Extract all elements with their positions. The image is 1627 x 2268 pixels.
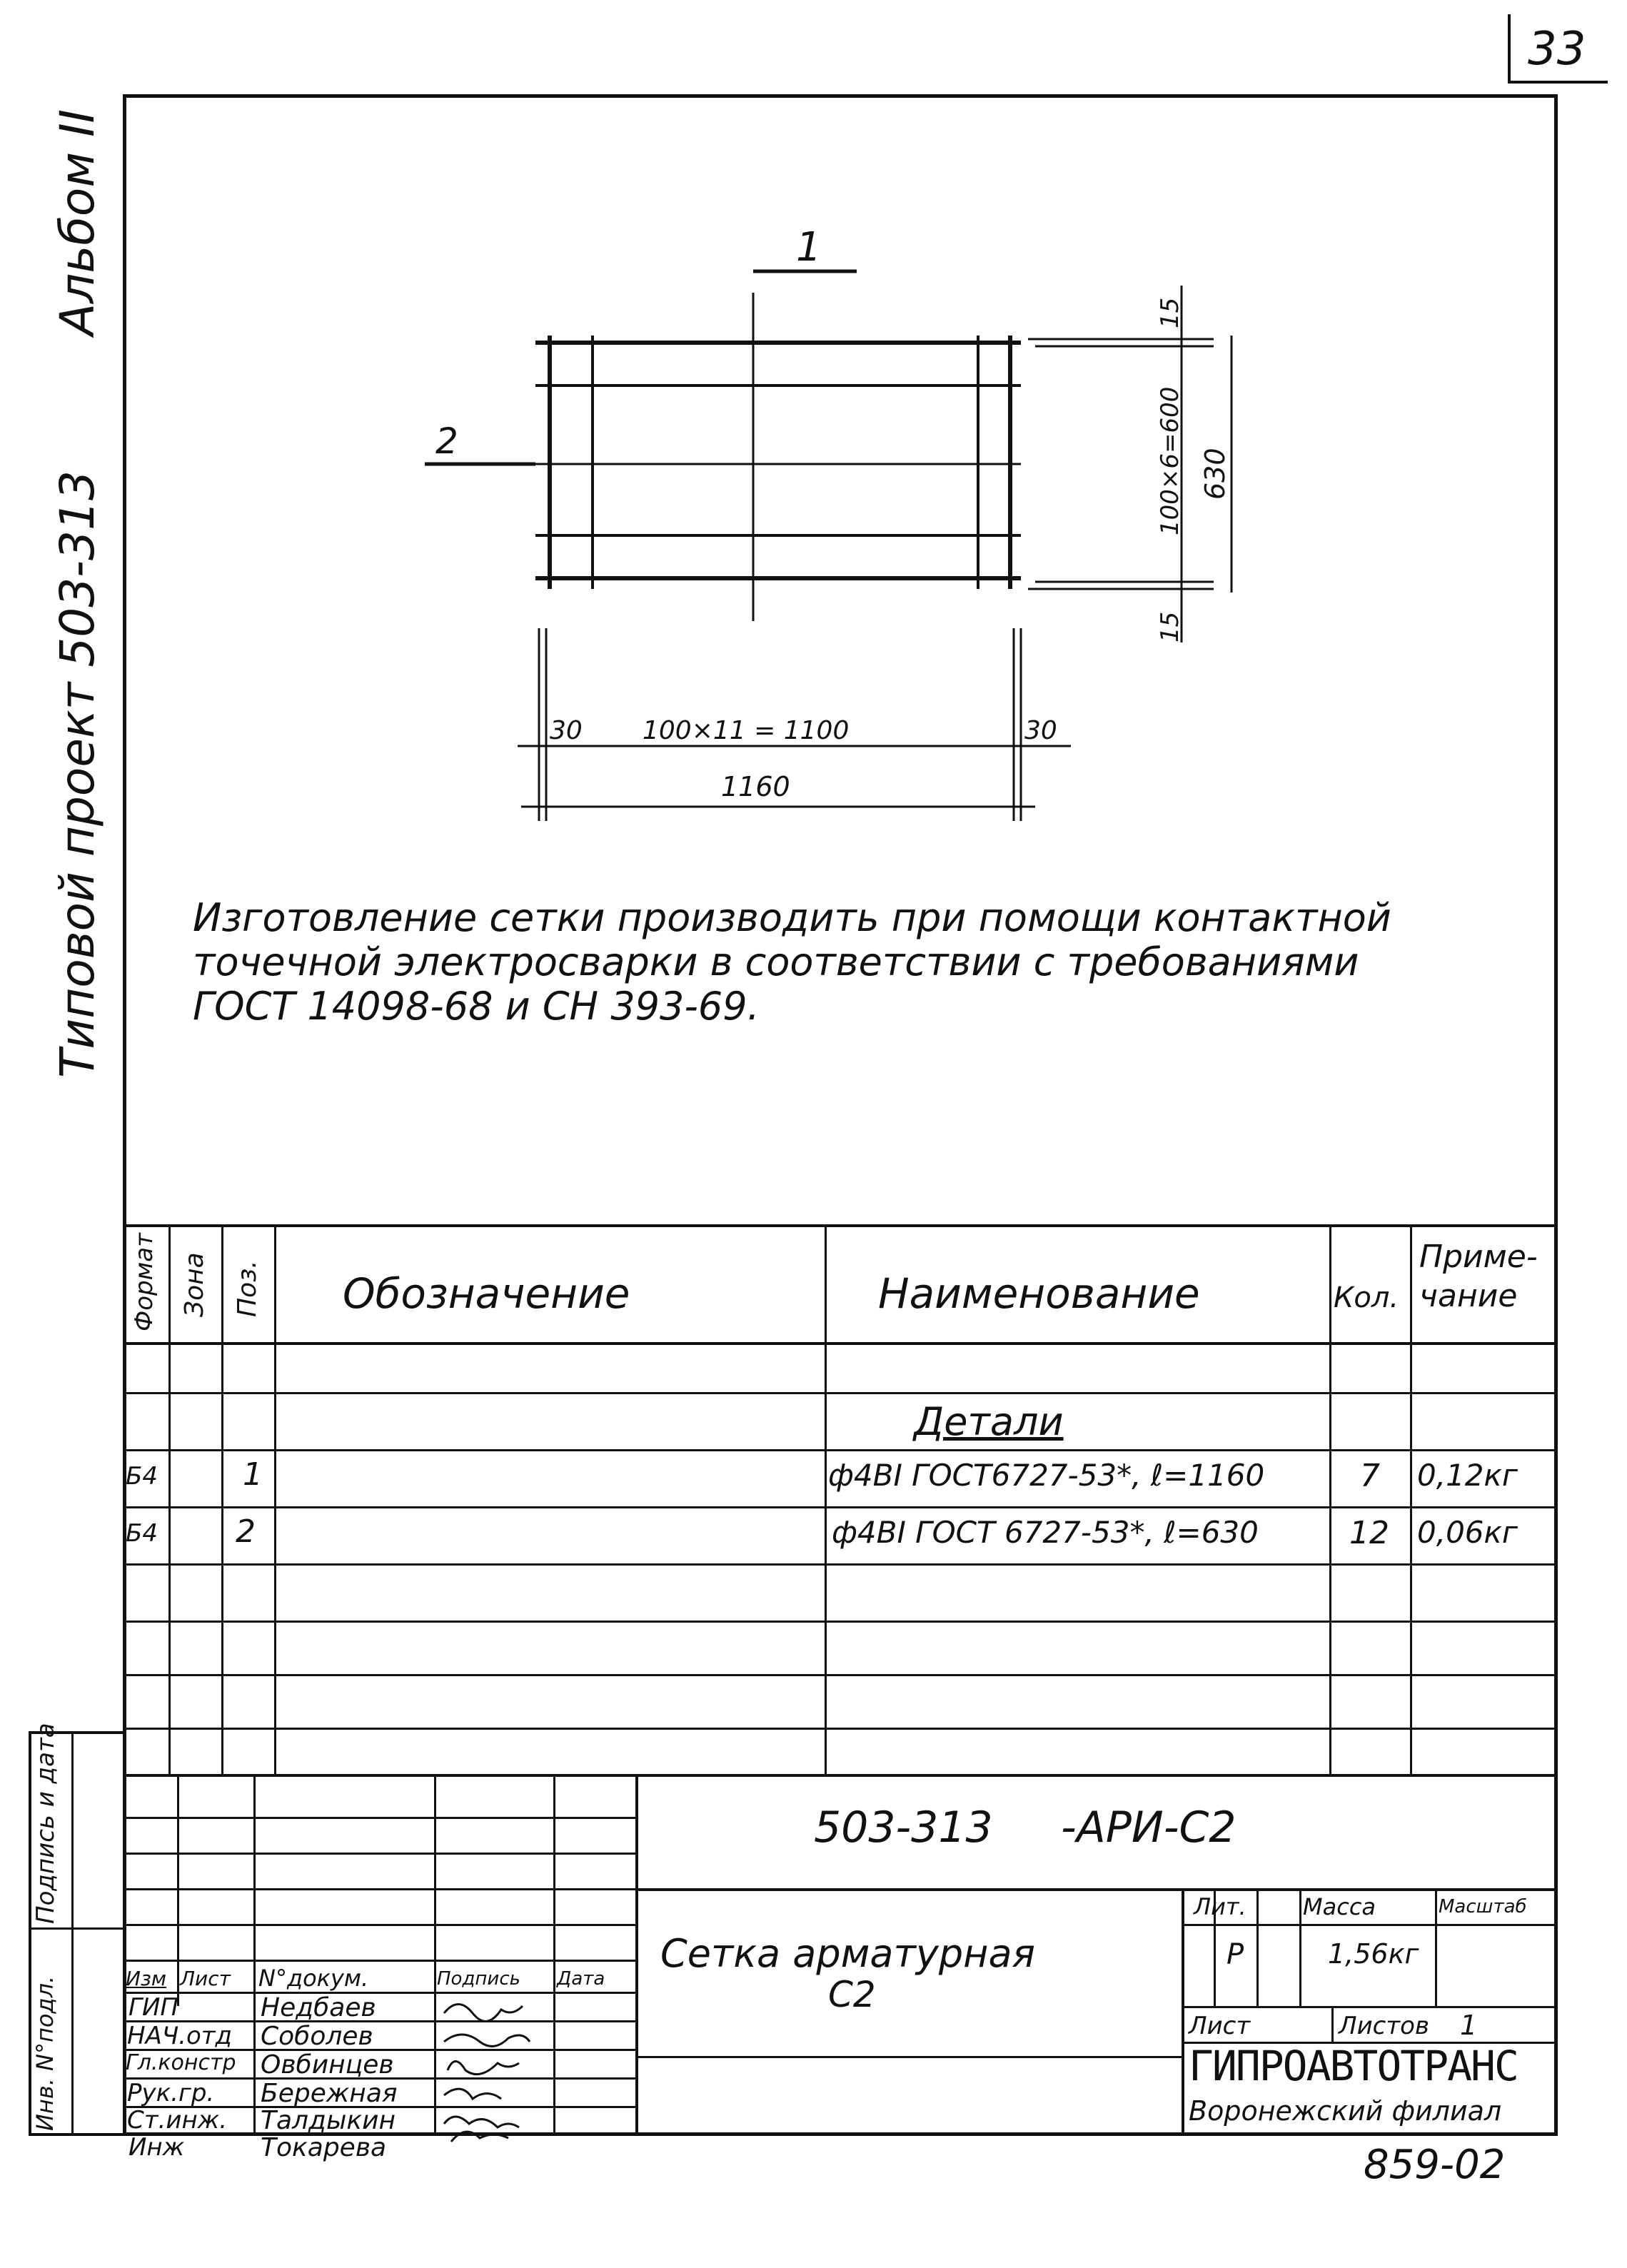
row-1-pos: 1 <box>243 1456 263 1493</box>
sheets-value: 1 <box>1460 2010 1478 2041</box>
page-number-divider <box>1508 14 1511 82</box>
row-1-qty: 7 <box>1360 1458 1380 1494</box>
dim-bottom: 15 <box>1156 611 1184 642</box>
row-1-note: 0,12кг <box>1417 1458 1518 1493</box>
side-header-project: Типовой проект 503-313 <box>50 470 105 1078</box>
staff-1-role: ГИП <box>129 1993 178 2022</box>
callout-section: 1 <box>796 228 822 271</box>
header-zone: Зона <box>180 1252 209 1317</box>
staff-5-name: Талдыкин <box>261 2106 396 2135</box>
staff-2-role: НАЧ.отд <box>127 2022 233 2050</box>
note-line-1: Изготовление сетки производить при помощи контактной <box>193 895 1391 940</box>
scale-label: Масштаб <box>1439 1896 1527 1917</box>
note-line-2: точечной электросварки в соответствии с требованиями <box>193 939 1359 984</box>
page-number-underline <box>1508 81 1608 84</box>
side-stamp-sign-date: Подпись и дата <box>31 1723 60 1924</box>
document-code: 503-313 -АРИ-С2 <box>814 1803 1236 1853</box>
row-2-note: 0,06кг <box>1417 1515 1518 1550</box>
row-2-pos: 2 <box>236 1513 256 1550</box>
staff-3-role: Гл.констр <box>126 2050 236 2075</box>
dim-spacing-h: 100×11 = 1100 <box>643 716 850 745</box>
section-title: Детали <box>914 1399 1064 1444</box>
callout-bar: 2 <box>435 420 458 462</box>
side-header-album: Альбом II <box>50 109 105 336</box>
staff-6-name: Токарева <box>261 2133 387 2162</box>
staff-4-role: Рук.гр. <box>127 2079 215 2107</box>
staff-6-role: Инж <box>129 2133 185 2162</box>
sheets-label: Листов <box>1339 2012 1430 2040</box>
row-1-name: ф4ВI ГОСТ6727-53*, ℓ=1160 <box>828 1458 1265 1493</box>
header-pos: Поз. <box>233 1260 262 1317</box>
row-2-format: Б4 <box>126 1519 158 1548</box>
header-note-l1: Приме- <box>1419 1239 1538 1275</box>
dim-total-h: 1160 <box>721 771 790 802</box>
signature-scribbles <box>437 1995 608 2145</box>
row-2-name: ф4ВI ГОСТ 6727-53*, ℓ=630 <box>832 1515 1259 1550</box>
dim-total-v: 630 <box>1199 448 1231 500</box>
mass-value: 1,56кг <box>1328 1938 1419 1970</box>
staff-4-name: Бережная <box>261 2079 398 2108</box>
row-1-format: Б4 <box>126 1462 158 1491</box>
header-izm: Изм <box>126 1967 166 1990</box>
lit-value: Р <box>1226 1938 1244 1971</box>
document-title-l2: С2 <box>828 1974 876 2015</box>
footer-code: 859-02 <box>1364 2142 1506 2188</box>
fabrication-note <box>193 896 1391 1029</box>
dim-left-edge: 30 <box>550 716 583 745</box>
mass-label: Масса <box>1303 1893 1376 1920</box>
page-number: 33 <box>1528 23 1586 76</box>
document-title-l1: Сетка арматурная <box>660 1931 1036 1976</box>
header-doc: N°докум. <box>258 1965 369 1992</box>
mesh-drawing <box>357 228 1285 871</box>
header-date: Дата <box>557 1968 605 1990</box>
branch: Воронежский филиал <box>1189 2095 1502 2127</box>
header-designation: Обозначение <box>343 1269 630 1318</box>
dim-right-edge: 30 <box>1024 716 1057 745</box>
staff-5-role: Ст.инж. <box>127 2106 228 2135</box>
side-stamp-inv: Инв. N°подл. <box>31 1975 59 2131</box>
header-format: Формат <box>130 1233 158 1331</box>
staff-2-name: Соболев <box>261 2022 373 2051</box>
staff-3-name: Овбинцев <box>261 2050 394 2080</box>
staff-1-name: Недбаев <box>261 1993 376 2022</box>
note-line-3: ГОСТ 14098-68 и СН 393-69. <box>193 984 760 1029</box>
header-name: Наименование <box>878 1269 1200 1318</box>
dim-top: 15 <box>1156 297 1184 328</box>
dim-spacing-v: 100×6=600 <box>1156 386 1184 535</box>
row-2-qty: 12 <box>1349 1515 1389 1551</box>
header-list: Лист <box>180 1967 231 1990</box>
organization: ГИПРОАВТОТРАНС <box>1189 2042 1518 2090</box>
header-sign: Подпись <box>437 1968 520 1990</box>
header-qty: Кол. <box>1334 1281 1399 1314</box>
lit-label: Лит. <box>1194 1893 1246 1920</box>
sheet-label: Лист <box>1189 2012 1251 2040</box>
header-note-l2: чание <box>1419 1278 1518 1314</box>
